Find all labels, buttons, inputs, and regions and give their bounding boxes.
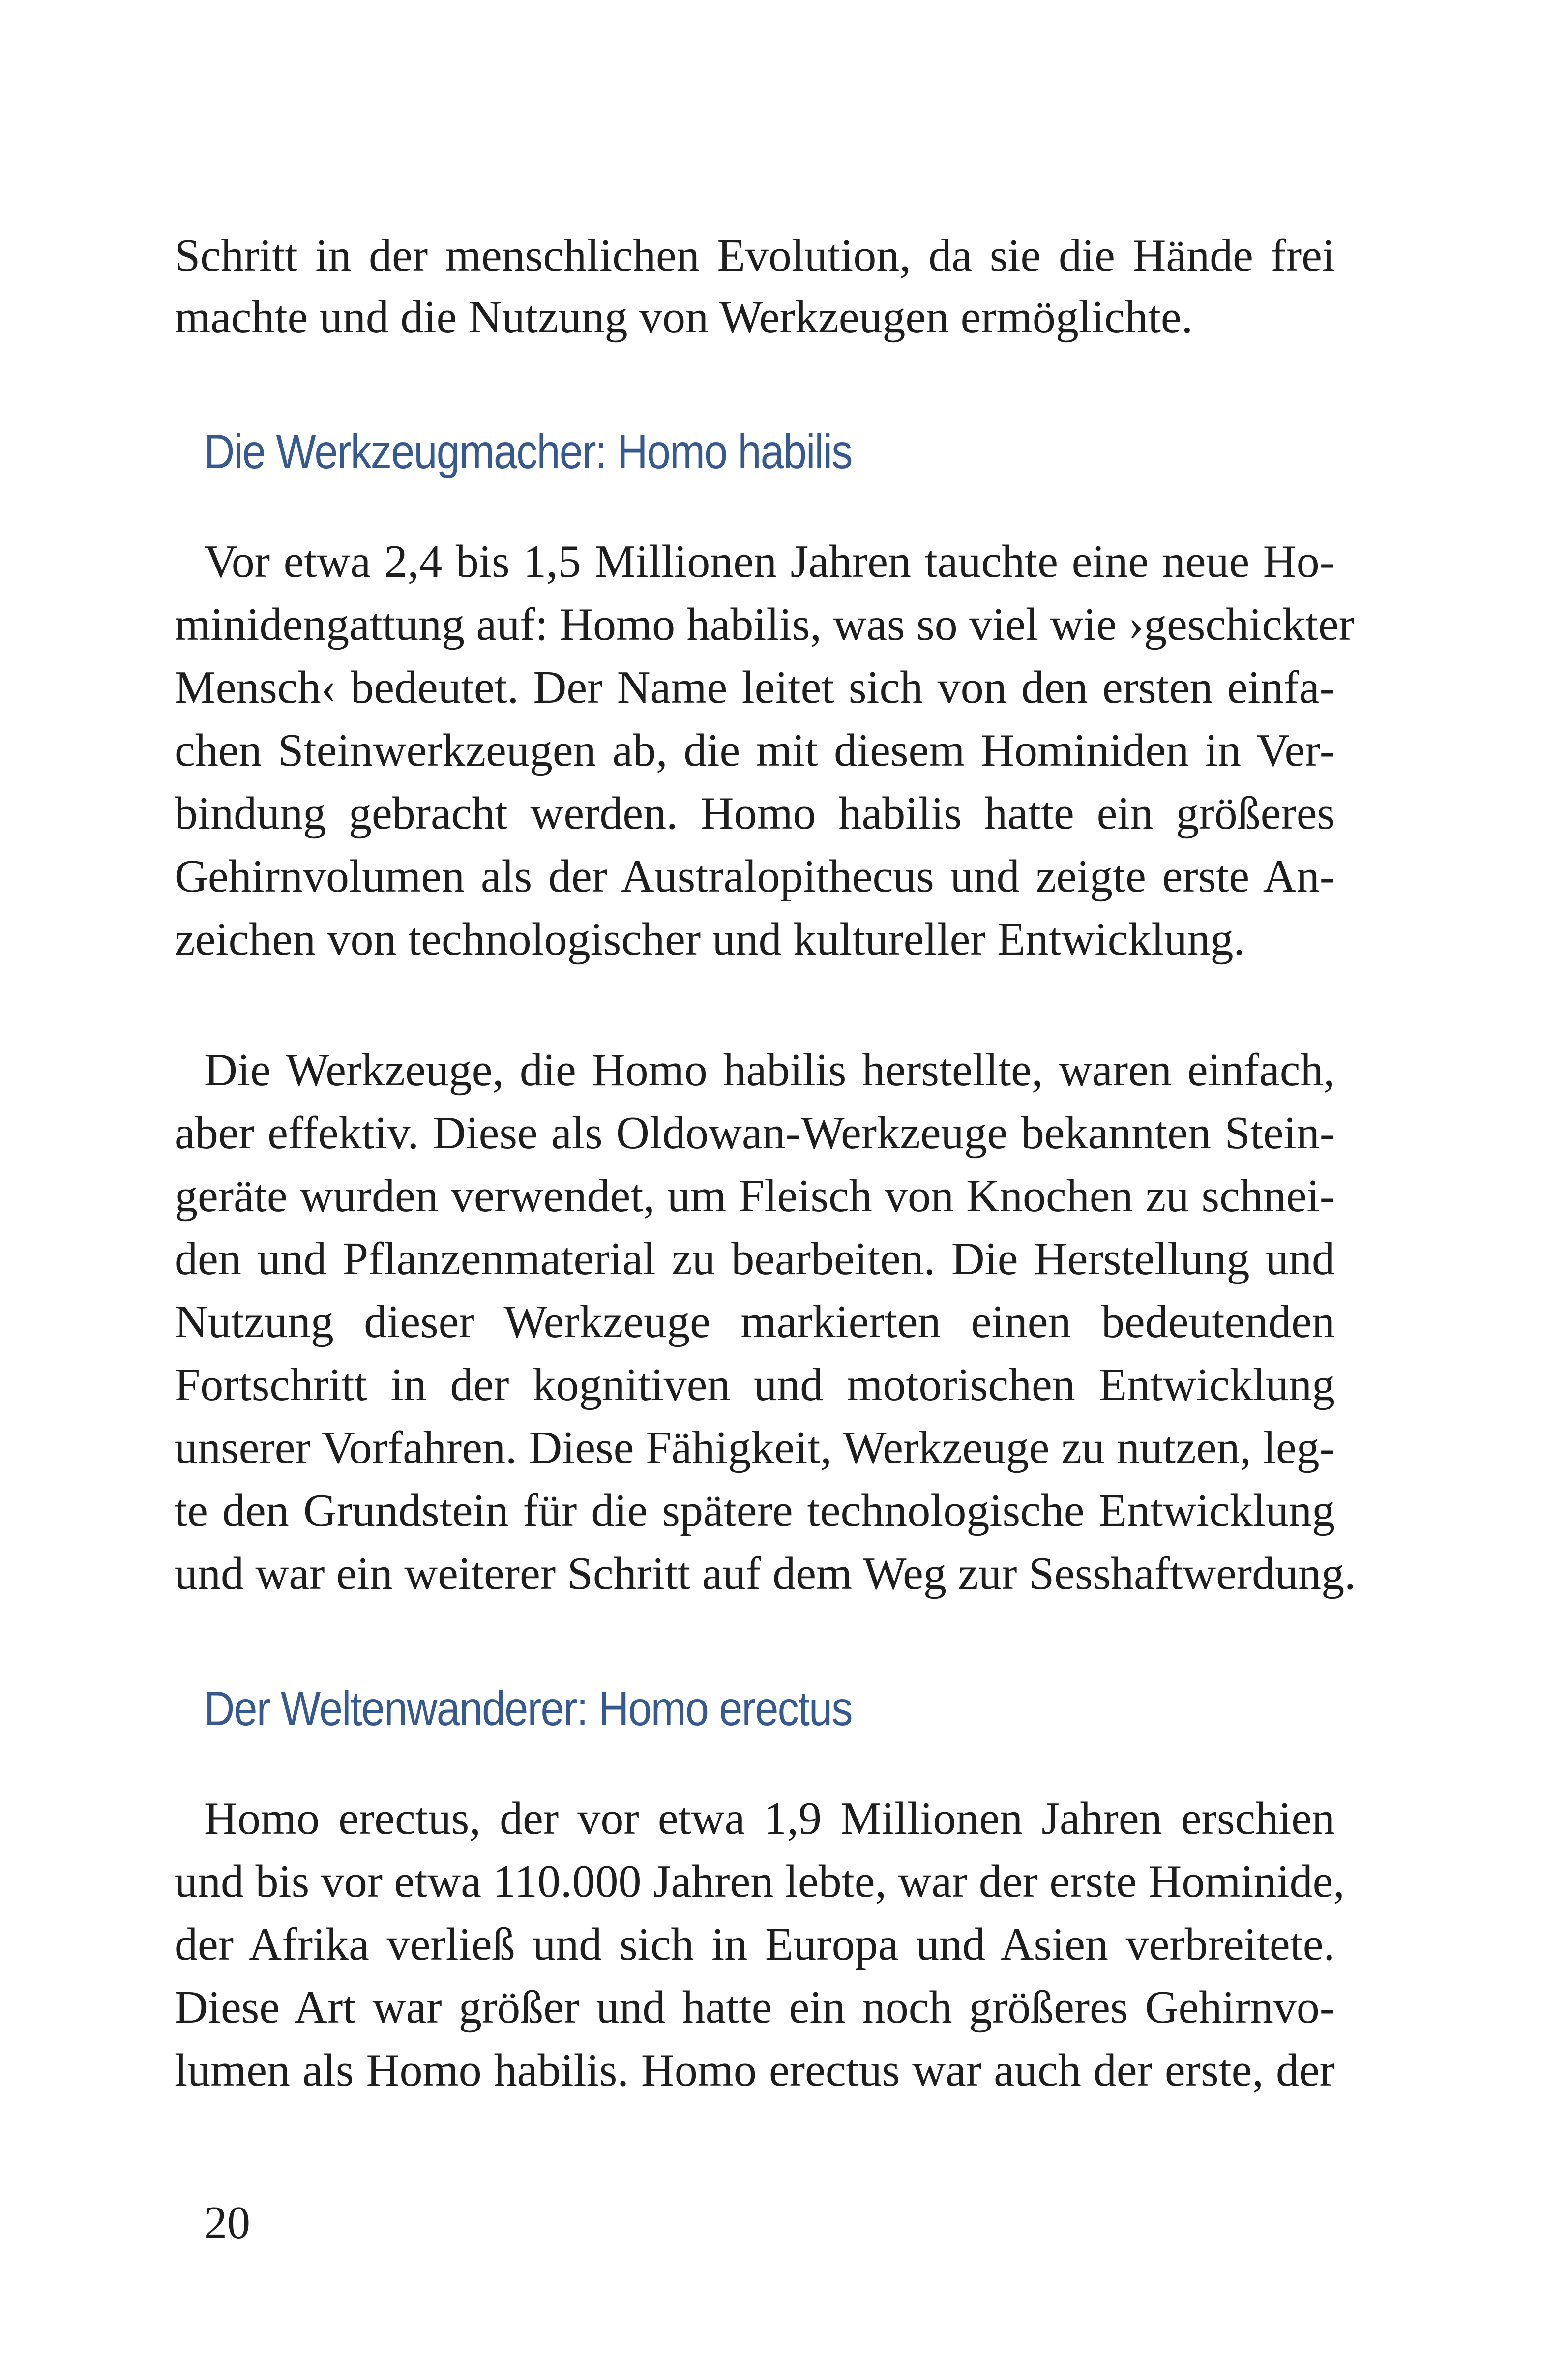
text-line: Gehirnvolumen als der Australopithecus und zeigte erste An- <box>175 851 1335 902</box>
text-line: aber effektiv. Diese als Oldowan-Werkzeuge bekannten Stein- <box>175 1107 1335 1159</box>
text-line: Schritt in der menschlichen Evolution, da sie die Hände frei <box>175 230 1335 281</box>
text-line: Homo erectus, der vor etwa 1,9 Millionen Jahren erschien <box>204 1793 1335 1844</box>
text-line: den und Pflanzenmaterial zu bearbeiten. Die Herstellung und <box>175 1233 1335 1284</box>
text-line: bindung gebracht werden. Homo habilis hatte ein größeres <box>175 788 1335 839</box>
text-line: Fortschritt in der kognitiven und motorischen Entwicklung <box>175 1359 1335 1410</box>
text-line: machte und die Nutzung von Werkzeugen ermöglichte. <box>175 292 1193 343</box>
text-line: Vor etwa 2,4 bis 1,5 Millionen Jahren tauchte eine neue Ho- <box>204 536 1335 587</box>
text-line: Diese Art war größer und hatte ein noch größeres Gehirnvo- <box>175 1982 1335 2033</box>
text-line: geräte wurden verwendet, um Fleisch von Knochen zu schnei- <box>175 1170 1335 1222</box>
text-line: unserer Vorfahren. Diese Fähigkeit, Werkzeuge zu nutzen, leg- <box>175 1422 1335 1473</box>
text-line: Nutzung dieser Werkzeuge markierten einen bedeutenden <box>175 1296 1335 1347</box>
text-line: lumen als Homo habilis. Homo erectus war auch der erste, der <box>175 2045 1335 2096</box>
text-line: Die Werkzeuge, die Homo habilis herstellte, waren einfach, <box>204 1045 1335 1096</box>
section-heading-habilis: Die Werkzeugmacher: Homo habilis <box>204 424 852 478</box>
text-line: zeichen von technologischer und kultureller Entwicklung. <box>175 914 1245 965</box>
page-number: 20 <box>204 2197 250 2248</box>
text-line: und bis vor etwa 110.000 Jahren lebte, war der erste Hominide, <box>175 1856 1345 1907</box>
text-line: der Afrika verließ und sich in Europa und Asien verbreitete. <box>175 1919 1335 1970</box>
text-line: und war ein weiterer Schritt auf dem Weg zur Sesshaftwerdung. <box>175 1548 1356 1599</box>
text-line: Mensch‹ bedeutet. Der Name leitet sich von den ersten einfa- <box>175 662 1335 713</box>
section-heading-erectus: Der Weltenwanderer: Homo erectus <box>204 1681 852 1735</box>
text-line: te den Grundstein für die spätere technologische Entwicklung <box>175 1485 1335 1536</box>
text-line: minidengattung auf: Homo habilis, was so viel wie ›geschickter <box>175 599 1355 650</box>
text-line: chen Steinwerkzeugen ab, die mit diesem Hominiden in Ver- <box>175 725 1335 776</box>
